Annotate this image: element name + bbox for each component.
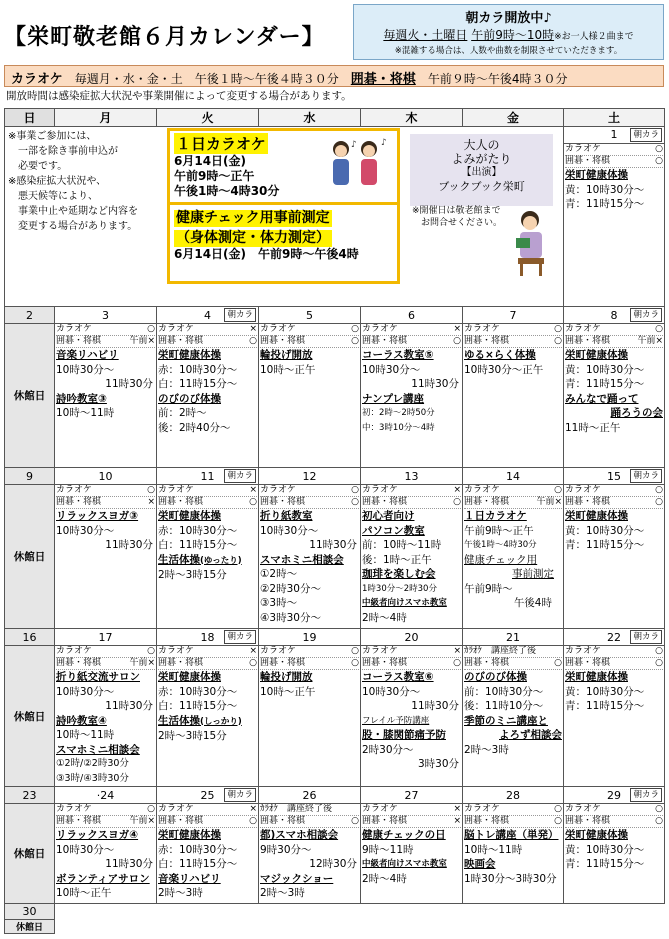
event-title: ゆる×らく体操 (464, 349, 536, 361)
week-2-daynums: 2 3 4 朝カラ 5 6 7 8 朝カラ (5, 307, 665, 324)
weekday-tue: 火 (157, 109, 259, 127)
karaoke-day-box: １日カラオケ 6月14日(金) 午前9時～正午 午後1時～4時30分 ♪ ♪ 健康チェック用事前測定 （身体測定・体力測定） 6月14日(金) 午前9時～午後4時 (167, 128, 400, 284)
closed-day: 休館日 (5, 920, 55, 934)
weekday-thu: 木 (361, 109, 463, 127)
event-title: 輪投げ開放 (260, 671, 313, 683)
asakara-badge: 朝カラ (224, 788, 256, 802)
weekday-sun: 日 (5, 109, 55, 127)
closed-day: 休館日 (5, 804, 55, 904)
health-check-title: 健康チェック用事前測定 (176, 210, 330, 226)
event-title: 健康チェック用 (464, 553, 538, 566)
closed-day: 休館日 (5, 485, 55, 629)
asakara-badge: 朝カラ (224, 469, 256, 483)
week-5-daynums: 23 ·24 25 朝カラ 26 27 28 29 朝カラ (5, 787, 665, 804)
event-title: 健康チェックの日 (362, 829, 446, 841)
week-4-daynums: 16 17 18 朝カラ 19 20 21 22 朝カラ (5, 629, 665, 646)
asakara-schedule: 毎週火・土曜日 午前9時～10時※お一人様２曲まで (383, 28, 634, 42)
event-title: 中級者向けスマホ教室 (362, 859, 447, 869)
closed-day: 休館日 (5, 324, 55, 468)
event-title: 栄町健康体操 (158, 349, 221, 361)
event-title: みんなで踊って (565, 392, 639, 405)
event-title: 生活体操(しっかり) (158, 714, 242, 727)
event-title: 栄町健康体操 (565, 829, 628, 841)
event-title: 詩吟教室④ (56, 714, 107, 727)
event-title: 折り紙教室 (260, 510, 313, 522)
closed-day: 休館日 (5, 646, 55, 787)
karaoke-singers-icon (321, 137, 391, 187)
week-3-daynums: 9 10 11 朝カラ 12 13 14 15 朝カラ (5, 468, 665, 485)
storytelling-box: 大人の よみがたり 【出演】 ブックブック栄町 (410, 134, 553, 206)
storytelling-note: ※開催日は敬老館まで お問合せください。 (412, 206, 503, 228)
event-title: 栄町健康体操 (158, 510, 221, 522)
week-2: 休館日 カラオケ ○ 囲碁・将棋 午前× 音楽リハビリ 10時30分～ 11時30分 詩吟教室③ 10時～11時 カラオケ × 囲碁・将棋 ○ 栄町健康体操 赤：10時30分～ 白：11時15分～ のびのび体操 前：2時～ 後：2時40分～ カラオケ ○ 囲碁・将棋 ○ 輪投げ開放 10時～正午 カラオケ × 囲碁・将棋 ○ コーラス教室⑤ 10時30分～ 11時30分 ナンプレ講座 初：2時～2時50分 中：3時10分～4時 カラオケ ○ 囲碁・将棋 ○ ゆる×らく体操 10時30分～正午 カラオケ ○ 囲碁・将棋 午前× 栄町健康体操 黄：10時30分～ 青：11時15分～ みんなで踊って 踊ろうの会 11時～正午 (5, 324, 665, 468)
event-title: 栄町健康体操 (158, 829, 221, 841)
event-title: リラックスヨガ③ (56, 510, 139, 522)
event-title: 輪投げ開放 (260, 349, 313, 361)
event-title: 初心者向け (362, 510, 415, 522)
event-title: ボランティアサロン (56, 872, 150, 885)
week-3: 休館日 カラオケ ○ 囲碁・将棋 × リラックスヨガ③ 10時30分～ 11時30分 カラオケ × 囲碁・将棋 ○ 栄町健康体操 赤：10時30分～ 白：11時15分～ 生活体操(ゆったり) 2時～3時15分 カラオケ ○ 囲碁・将棋 ○ 折り紙教室 10時30分～ 11時30分 スマホミニ相談会 ①2時～ ②2時30分～ ③3時～ ④3時30分～ カラオケ × 囲碁・将棋 ○ 初心者向け パソコン教室 前：10時～11時 後：1時～正午 珈琲を楽しむ会 1時30分～2時30分 中級者向けスマホ教室 2時～4時 カラオケ ○ 囲碁・将棋 午前× １日カラオケ 午前9時～正午 午後1時～4時30分 健康チェック用 事前測定 午前9時～ 午後4時 カラオケ ○ 囲碁・将棋 ○ 栄町健康体操 黄：10時30分～ 青：11時15分～ (5, 485, 665, 629)
asakara-title: 朝カラ開放中♪ (465, 11, 552, 26)
event-title: 珈琲を楽しむ会 (362, 568, 436, 580)
event-title: 折り紙交流サロン (56, 671, 140, 683)
weekday-mon: 月 (55, 109, 157, 127)
event-title: 映画会 (464, 858, 496, 870)
event-title: 都)スマホ相談会 (260, 829, 339, 841)
participation-notes: ※事業ご参加には、 一部を除き事前申込が 必要です。 ※感染症拡大状況や、 悪天候等により、 事業中止や延期など内容を 変更する場合があります。 (8, 131, 138, 232)
week-5: 休館日 カラオケ ○ 囲碁・将棋 午前× リラックスヨガ④ 10時30分～ 11時30分 ボランティアサロン 10時～正午 カラオケ × 囲碁・将棋 ○ 栄町健康体操 赤：10時30分～ 白：11時15分～ 音楽リハビリ 2時～3時 ｶﾗｵｹ 講座終了後 囲碁・将棋 ○ 都)スマホ相談会 9時30分～ 12時30分 マジックショー 2時～3時 カラオケ × 囲碁・将棋 × 健康チェックの日 9時～11時 中級者向けスマホ教室 2時～4時 カラオケ ○ 囲碁・将棋 ○ 脳トレ講座（単発） 10時～11時 映画会 1時30分～3時30分 カラオケ ○ 囲碁・将棋 ○ 栄町健康体操 黄：10時30分～ 青：11時15分～ (5, 804, 665, 904)
event-title: コーラス教室⑥ (362, 671, 434, 683)
event-title: １日カラオケ (464, 510, 527, 522)
event-title: 栄町健康体操 (565, 671, 628, 683)
weekday-header (5, 109, 665, 127)
asakara-badge: 朝カラ (630, 128, 662, 142)
svg-text:♪: ♪ (381, 138, 387, 148)
event-title: のびのび体操 (158, 392, 221, 405)
event-title: ナンプレ講座 (362, 392, 425, 405)
asakara-badge: 朝カラ (630, 788, 662, 802)
event-title: 季節のミニ講座と (464, 714, 548, 727)
asakara-badge: 朝カラ (630, 308, 662, 322)
karaoke-day-title: １日カラオケ (176, 135, 266, 153)
open-hours-notice: 開放時間は感染症拡大状況や事業開催によって変更する場合があります。 (6, 90, 352, 102)
weekday-sat: 土 (564, 109, 665, 127)
event-title: 詩吟教室③ (56, 392, 107, 405)
reader-icon (508, 208, 554, 276)
asakara-badge: 朝カラ (224, 630, 256, 644)
weekday-wed: 水 (259, 109, 361, 127)
event-title: 栄町健康体操 (158, 671, 221, 683)
weekday-fri: 金 (463, 109, 564, 127)
event-title: 音楽リハビリ (56, 349, 119, 361)
page-title: 【栄町敬老館６月カレンダー】 (4, 25, 325, 50)
day-1-cell: 1 朝カラ カラオケ ○ 囲碁・将棋 ○ 栄町健康体操 黄：10時30分～ 青：11時15分～ (564, 127, 665, 307)
event-title: スマホミニ相談会 (56, 743, 140, 756)
week-6: 30 (5, 904, 665, 920)
event-title: 股・膝関節痛予防 (362, 729, 446, 741)
event-title: 音楽リハビリ (158, 872, 221, 885)
open-hours-bar: カラオケ 毎週月・水・金・土 午後１時～午後４時３０分 囲碁・将棋 午前９時～午後4時３０分 (4, 65, 664, 87)
asakara-note: ※混雑する場合は、人数や曲数を制限させていただきます。 (394, 46, 623, 56)
event-title: 生活体操(ゆったり) (158, 553, 242, 566)
event-title: リラックスヨガ④ (56, 829, 139, 841)
event-title: 中級者向けスマホ教室 (362, 598, 447, 608)
event-title: 栄町健康体操 (565, 169, 628, 181)
event-title: マジックショー (260, 872, 334, 885)
week-4: 休館日 カラオケ ○ 囲碁・将棋 午前× 折り紙交流サロン 10時30分～ 11時30分 詩吟教室④ 10時～11時 スマホミニ相談会 ①2時/②2時30分 ③3時/④3時30分 カラオケ × 囲碁・将棋 ○ 栄町健康体操 赤：10時30分～ 白：11時15分～ 生活体操(しっかり) 2時～3時15分 カラオケ ○ 囲碁・将棋 ○ 輪投げ開放 10時～正午 カラオケ × 囲碁・将棋 ○ コーラス教室⑥ 10時30分～ 11時30分 フレイル予防講座 股・膝関節痛予防 2時30分～ 3時30分 ｶﾗｵｹ 講座終了後 囲碁・将棋 ○ のびのび体操 前：10時30分～ 後：11時10分～ 季節のミニ講座と よろず相談会 2時～3時 カラオケ ○ 囲碁・将棋 ○ 栄町健康体操 黄：10時30分～ 青：11時15分～ (5, 646, 665, 787)
asakara-badge: 朝カラ (630, 630, 662, 644)
day-number: 1 朝カラ (564, 127, 664, 144)
event-title: のびのび体操 (464, 671, 527, 683)
event-title: 脳トレ講座（単発） (464, 829, 559, 841)
asakara-badge: 朝カラ (224, 308, 256, 322)
event-title: コーラス教室⑤ (362, 349, 434, 361)
event-title: 栄町健康体操 (565, 349, 628, 361)
svg-text:♪: ♪ (351, 140, 357, 150)
event-title: 栄町健康体操 (565, 510, 628, 522)
asakara-box (353, 4, 664, 60)
event-title: スマホミニ相談会 (260, 553, 344, 566)
asakara-badge: 朝カラ (630, 469, 662, 483)
